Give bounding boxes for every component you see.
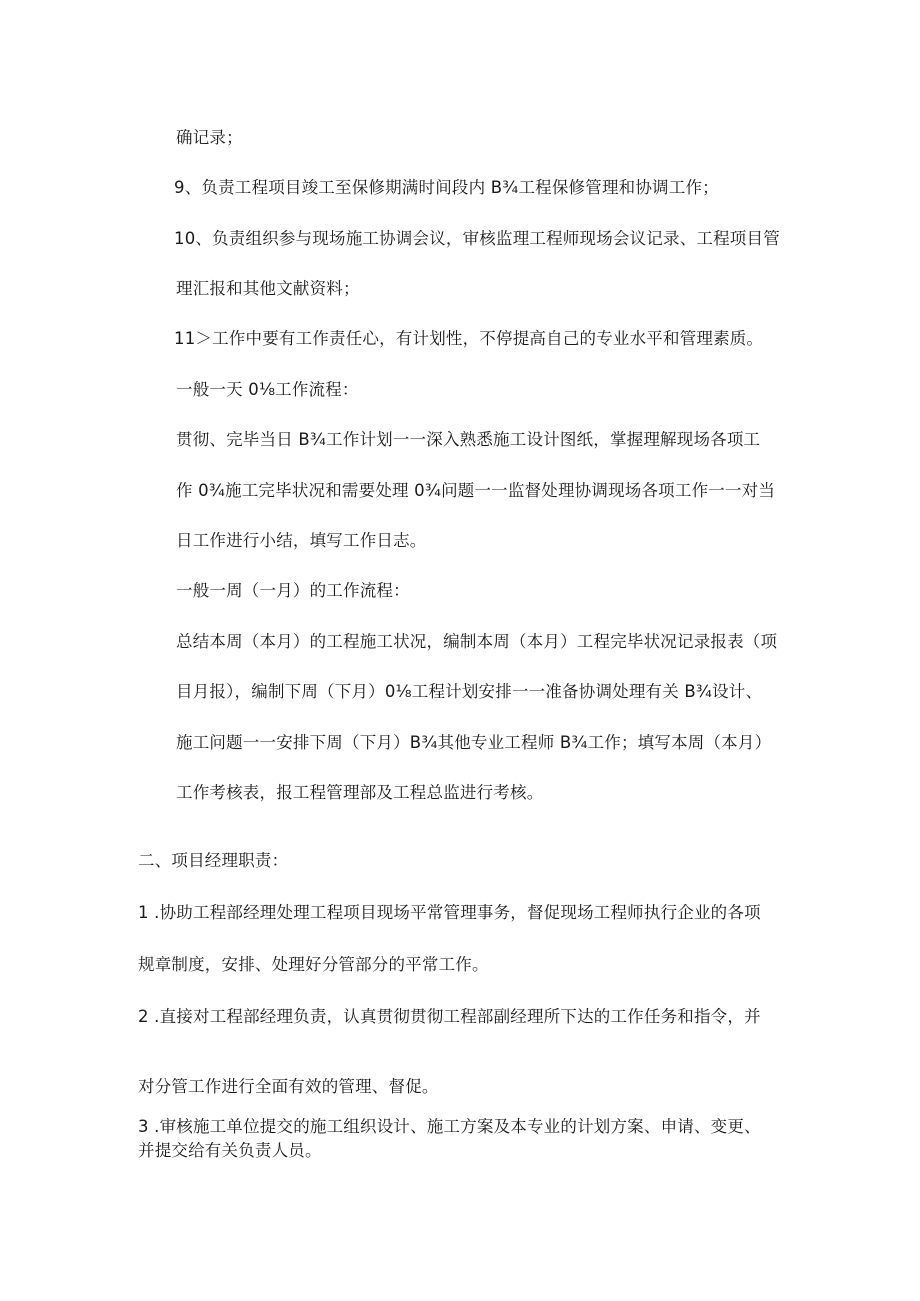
text-line: 11＞工作中要有工作责任心，有计划性，不停提高自己的专业水平和管理素质。 <box>174 329 764 348</box>
section-heading: 一般一天 0⅛工作流程： <box>176 380 359 399</box>
text-line: 并提交给有关负责人员。 <box>138 1141 322 1160</box>
text-line: 9、负责工程项目竣工至保修期满时间段内 B¾工程保修管理和协调工作； <box>174 178 719 197</box>
text-line: 确记录； <box>176 128 243 147</box>
text-line: 贯彻、完毕当日 B¾工作计划一一深入熟悉施工设计图纸，掌握理解现场各项工 <box>176 430 761 449</box>
text-line: 2 .直接对工程部经理负责，认真贯彻贯彻工程部副经理所下达的工作任务和指令，并 <box>138 1007 761 1026</box>
text-line: 日工作进行小结，填写工作日志。 <box>176 531 427 550</box>
text-line: 作 0¾施工完毕状况和需要处理 0¾问题一一监督处理协调现场各项工作一一对当 <box>176 481 776 500</box>
text-line: 工作考核表，报工程管理部及工程总监进行考核。 <box>176 783 544 802</box>
section-title: 二、项目经理职责： <box>138 851 289 870</box>
text-line: 3 .审核施工单位提交的施工组织设计、施工方案及本专业的计划方案、申请、变更、 <box>138 1117 761 1136</box>
text-line: 对分管工作进行全面有效的管理、督促。 <box>138 1077 439 1096</box>
text-line: 施工问题一一安排下周（下月）B¾其他专业工程师 B¾工作；填写本周（本月） <box>176 733 772 752</box>
text-line: 1 .协助工程部经理处理工程项目现场平常管理事务，督促现场工程师执行企业的各项 <box>138 903 761 922</box>
text-line: 10、负责组织参与现场施工协调会议，审核监理工程师现场会议记录、工程项目管 <box>174 229 780 248</box>
text-line: 总结本周（本月）的工程施工状况，编制本周（本月）工程完毕状况记录报表（项 <box>176 632 778 651</box>
section-heading: 一般一周（一月）的工作流程： <box>176 581 410 600</box>
text-line: 规章制度，安排、处理好分管部分的平常工作。 <box>138 955 489 974</box>
text-line: 目月报），编制下周（下月）0⅛工程计划安排一一准备协调处理有关 B¾设计、 <box>176 682 763 701</box>
text-line: 理汇报和其他文献资料； <box>176 279 360 298</box>
